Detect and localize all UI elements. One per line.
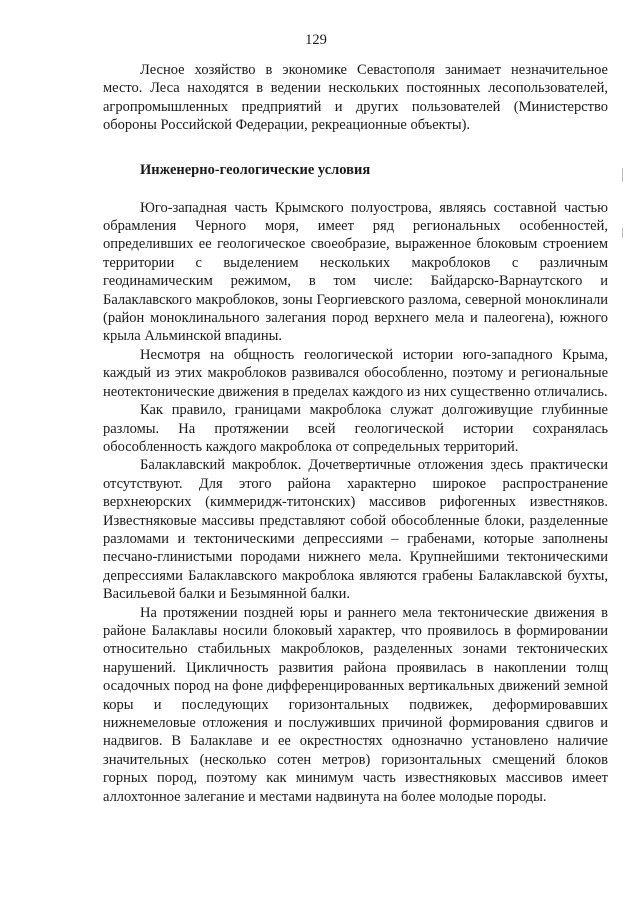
paragraph-forestry: Лесное хозяйство в экономике Севастополя занимает незначительное место. Леса находятся в ведении нескольких постоянных лесопользователей, агропромышленных предприятий и других пользователей (Министерство обороны Российской Федерации, рекреационные объекты).: [103, 62, 608, 134]
section-heading: Инженерно-геологические условия: [140, 161, 371, 178]
paragraph-balaklava-macroblock: Балаклавский макроблок. Дочетвертичные отложения здесь практически отсутствуют. Для этого района характерно широкое распространение верхнеюрских (киммеридж-титонских) массивов рифогенных известняков. Известняковые массивы представляют собой обособленные блоки, разделенные разломами и тектоническими депрессиями – грабенами, которые заполнены песчано-глинистыми породами нижнего мела. Крупнейшими тектоническими депрессиями Балаклавского макроблока являются грабены Балаклавской бухты, Васильевой балки и Безымянной балки.: [103, 457, 608, 603]
page-body: [103, 61, 608, 806]
paragraph-southwest-crimea: Юго-западная часть Крымского полуострова, являясь составной частью обрамления Черного моря, имеет ряд региональных особенностей, определивших ее геологическое своеобразие, выраженное блоковым строением территории с выделением нескольких макроблоков с различным геодинамическим режимом, в том числе: Байдарско-Варнаутского и Балаклавского макроблоков, зоны Георгиевского разлома, северной моноклинали (район моноклинального залегания пород верхнего мела и палеогена), южного крыла Альминской впадины.: [103, 199, 608, 345]
margin-mark: [622, 168, 623, 182]
paragraph-tectonic-movements: На протяжении поздней юры и раннего мела тектонические движения в районе Балаклавы носили блоковый характер, что проявилось в формировании относительно стабильных макроблоков, разделенных зонами тектонических нарушений. Цикличность развития района проявилась в накоплении толщ осадочных пород на фоне дифференцированных вертикальных движений земной коры и последующих горизонтальных подвижек, деформировавших нижнемеловые отложения и послуживших причиной формирования сдвигов и надвигов. В Балаклаве и ее окрестностях однозначно установлено наличие значительных (несколько сотен метров) горизонтальных смещений блоков горных пород, поэтому как минимум часть известняковых массивов имеет аллохтонное залегание и местами надвинута на более молодые породы.: [103, 604, 608, 805]
paragraph-macroblock-boundaries: Как правило, границами макроблока служат долгоживущие глубинные разломы. На протяжении всей геологической истории сохранялась обособленность каждого макроблока от сопредельных территорий.: [103, 402, 608, 455]
margin-mark: [622, 228, 623, 238]
page-number: 129: [305, 32, 327, 48]
paragraph-geological-history: Несмотря на общность геологической истории юго-западного Крыма, каждый из этих макроблоков развивался обособленно, поэтому и региональные неотектонические движения в пределах каждого из них существенно отличались.: [103, 346, 608, 400]
